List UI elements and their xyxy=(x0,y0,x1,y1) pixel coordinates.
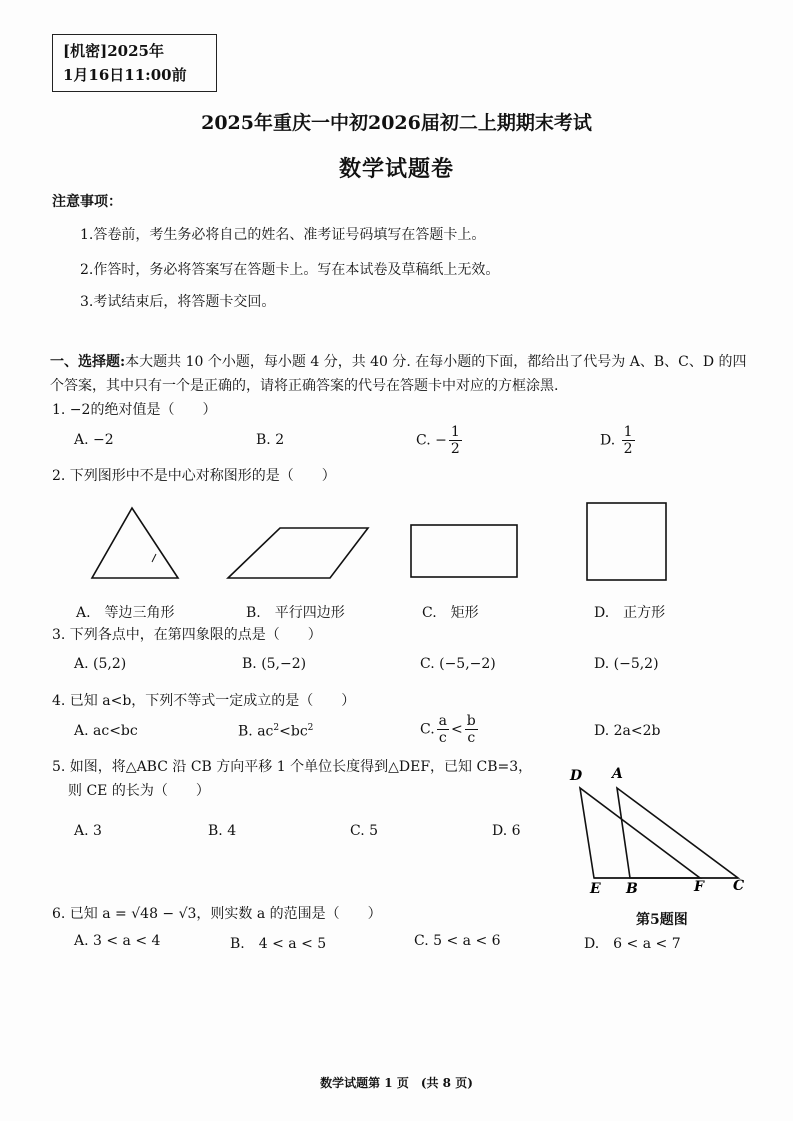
question-3-stem: 3. 下列各点中，在第四象限的点是（ ） xyxy=(52,627,322,643)
page-footer: 数学试题第 1 页 (共 8 页) xyxy=(320,1076,473,1090)
q3-option-b: B. (5,−2) xyxy=(242,656,307,672)
q4-option-c-fraction-1 xyxy=(437,713,449,746)
q4-option-d: D. 2a<2b xyxy=(594,723,661,739)
fraction-denominator: c xyxy=(467,730,476,746)
q5-figure xyxy=(560,760,760,905)
label-e: E xyxy=(590,881,601,897)
q6-option-a: A. 3 < a < 4 xyxy=(74,933,161,949)
label-b: B xyxy=(626,881,638,897)
label-d: D xyxy=(570,768,583,784)
q1-option-d-prefix: D. xyxy=(600,432,620,449)
square-figure xyxy=(587,503,666,580)
q4-option-b-prefix: B. ac xyxy=(238,723,274,740)
equilateral-triangle-figure xyxy=(92,508,178,578)
fraction-denominator: 2 xyxy=(450,441,460,457)
fraction-denominator: c xyxy=(438,730,447,746)
q2-option-d: D. 正方形 xyxy=(594,605,666,621)
label-a: A xyxy=(612,766,623,782)
q2-option-c: C. 矩形 xyxy=(422,605,479,621)
confidential-line-2: 1月16日11:00前 xyxy=(63,66,187,84)
triangle-stray-mark xyxy=(152,554,156,562)
q4-option-b-exponent-1: 2 xyxy=(273,723,280,733)
note-item-3: 3.考试结束后，将答题卡交回。 xyxy=(80,294,276,310)
question-5-stem-line-1: 5. 如图，将△ABC 沿 CB 方向平移 1 个单位长度得到△DEF，已知 CB=3， xyxy=(52,759,533,775)
q1-option-c-prefix: C. − xyxy=(416,432,447,449)
q4-option-b-exponent-2: 2 xyxy=(307,723,314,733)
q4-option-a: A. ac<bc xyxy=(74,723,138,739)
fraction-numerator: 1 xyxy=(623,424,633,440)
parallelogram-figure xyxy=(228,528,368,578)
question-2-stem: 2. 下列图形中不是中心对称图形的是（ ） xyxy=(52,468,336,484)
q1-option-b: B. 2 xyxy=(256,432,285,448)
notes-heading: 注意事项： xyxy=(52,194,122,210)
note-item-2: 2.作答时，务必将答案写在答题卡上。写在本试卷及草稿纸上无效。 xyxy=(80,262,500,278)
question-6-stem: 6. 已知 a = √48 − √3，则实数 a 的范围是（ ） xyxy=(52,906,382,922)
section-instructions xyxy=(50,350,750,398)
q5-option-d: D. 6 xyxy=(492,823,521,839)
q6-option-c: C. 5 < a < 6 xyxy=(414,933,501,949)
q4-option-b-middle: <bc xyxy=(279,723,308,740)
fraction-denominator: 2 xyxy=(623,441,633,457)
triangle-abc xyxy=(617,788,738,878)
fraction-numerator: a xyxy=(438,713,448,729)
label-f: F xyxy=(694,879,704,895)
label-c: C xyxy=(733,878,745,894)
q5-option-c: C. 5 xyxy=(350,823,379,839)
q1-option-c xyxy=(416,424,464,457)
q4-option-c-prefix: C. xyxy=(420,721,435,738)
question-4-stem: 4. 已知 a<b，下列不等式一定成立的是（ ） xyxy=(52,693,356,709)
q1-option-a: A. −2 xyxy=(74,432,114,448)
q5-figure-caption: 第5题图 xyxy=(636,912,688,928)
triangle-def xyxy=(580,788,700,878)
q4-option-c-fraction-2 xyxy=(465,713,478,746)
q1-option-c-fraction xyxy=(449,424,462,457)
q4-option-b xyxy=(238,723,313,740)
q2-option-a: A. 等边三角形 xyxy=(76,605,175,621)
exam-title: 2025年重庆一中初2026届初二上期期末考试 xyxy=(201,112,592,134)
confidential-line-1: [机密]2025年 xyxy=(63,42,164,60)
q3-option-c: C. (−5,−2) xyxy=(420,656,496,672)
q2-figures xyxy=(90,500,690,595)
q6-option-b: B. 4 < a < 5 xyxy=(230,936,327,952)
fraction-numerator: 1 xyxy=(450,424,460,440)
section-text: 本大题共 10 个小题，每小题 4 分，共 40 分. 在每小题的下面，都给出了代号为 A、B、C、D 的四个答案，其中只有一个是正确的，请将正确答案的代号在答题卡中对应的方框涂黑. xyxy=(50,354,747,394)
q3-option-a: A. (5,2) xyxy=(74,656,127,672)
question-5-stem-line-2: 则 CE 的长为（ ） xyxy=(68,783,210,799)
confidential-box xyxy=(52,34,217,92)
section-prefix: 一、选择题: xyxy=(50,354,126,370)
q1-option-d-fraction xyxy=(622,424,635,457)
fraction-numerator: b xyxy=(466,713,476,729)
note-item-1: 1.答卷前，考生务必将自己的姓名、准考证号码填写在答题卡上。 xyxy=(80,227,486,243)
q6-option-d: D. 6 < a < 7 xyxy=(584,936,681,952)
q2-option-b: B. 平行四边形 xyxy=(246,605,345,621)
q4-option-c xyxy=(420,713,480,746)
rectangle-figure xyxy=(411,525,517,577)
q5-option-a: A. 3 xyxy=(74,823,102,839)
q1-option-d xyxy=(600,424,637,457)
exam-subtitle: 数学试题卷 xyxy=(338,156,454,182)
q4-option-c-lt: < xyxy=(451,721,463,738)
question-1-stem: 1. −2的绝对值是（ ） xyxy=(52,402,217,418)
q5-option-b: B. 4 xyxy=(208,823,237,839)
q3-option-d: D. (−5,2) xyxy=(594,656,659,672)
